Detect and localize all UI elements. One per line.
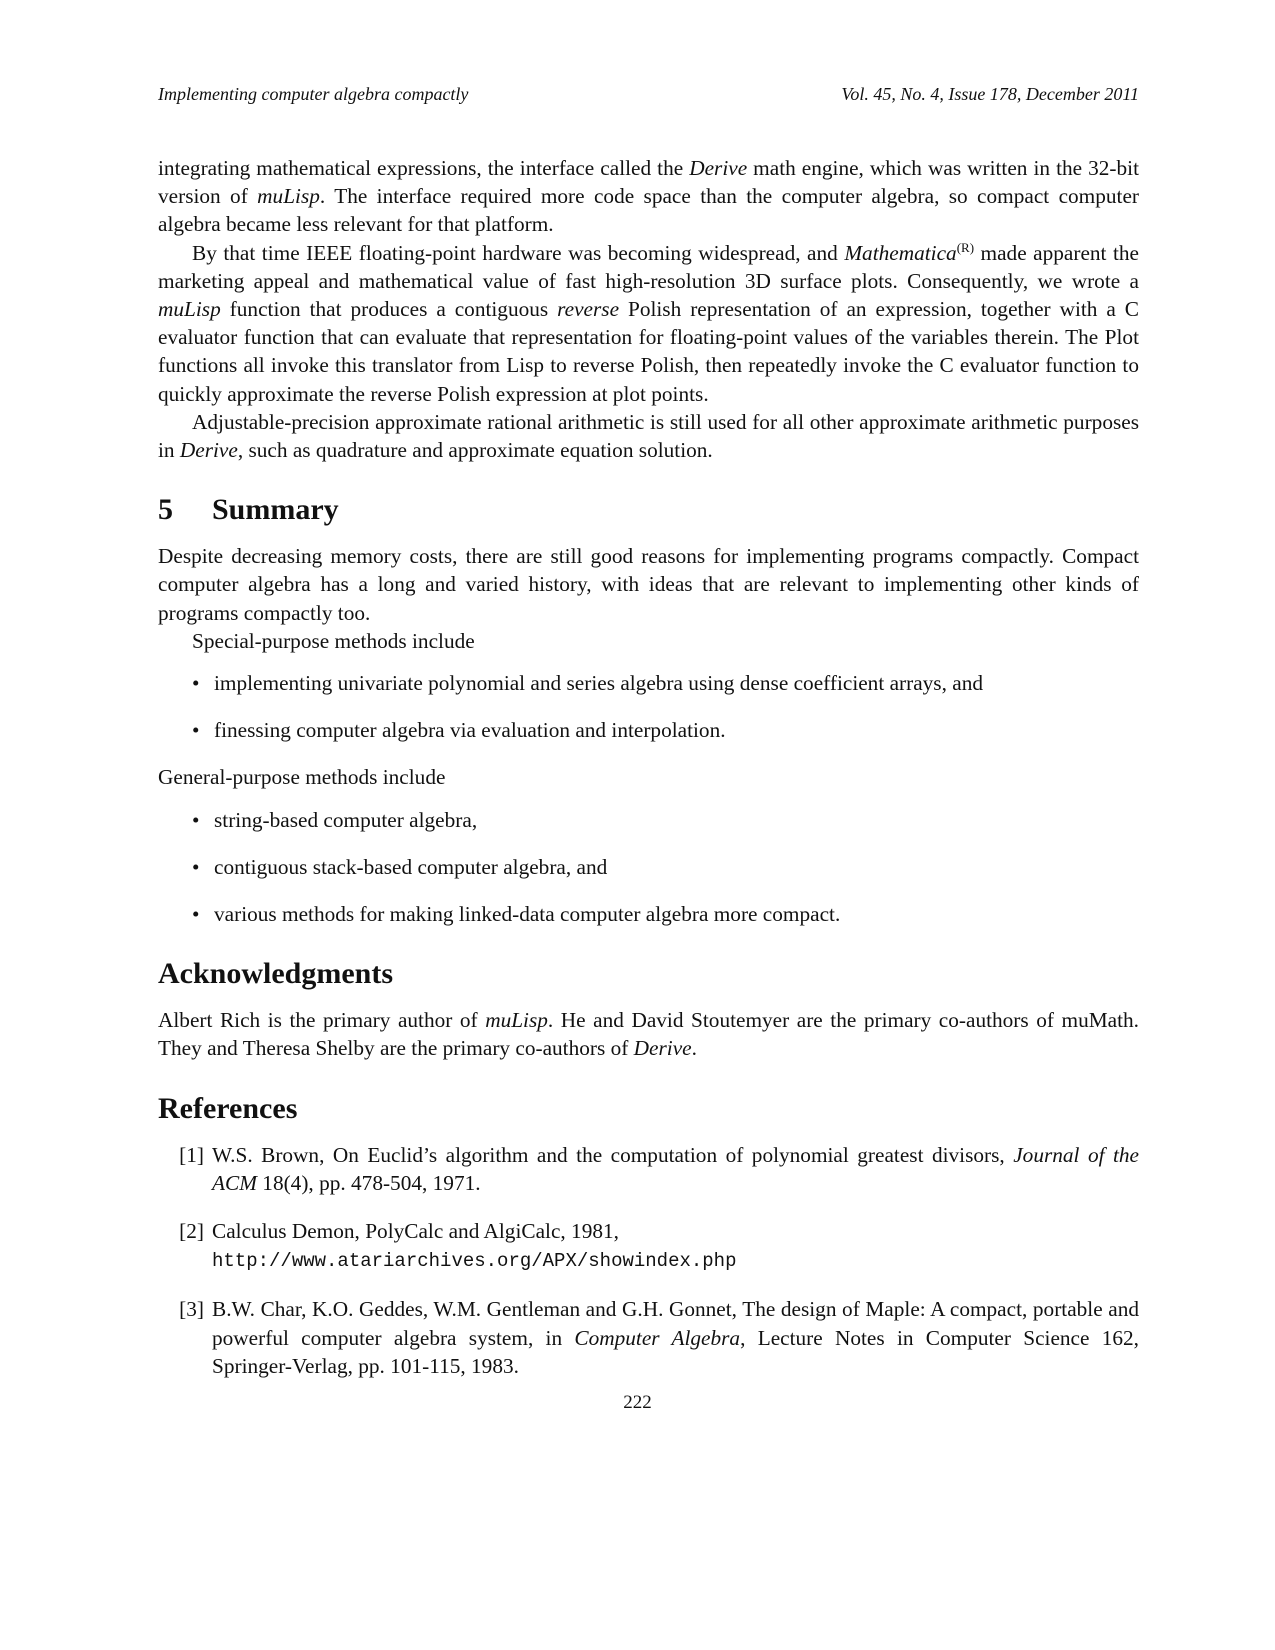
emphasis-derive: Derive: [689, 156, 748, 180]
text-run: integrating mathematical expressions, the interface called the: [158, 156, 690, 180]
emphasis-derive: Derive: [633, 1036, 692, 1061]
text-run: Polish representation of an expression, together with a C evaluator function that can evaluate that representation for floating-point values of the variables therein. The Plot functions all invoke this translator from Lisp to reverse Polish, then repeatedly invoke the C evaluator function to quickly approximate the reverse Polish expression at plot points.: [158, 297, 1140, 406]
emphasis-mulisp: muLisp: [158, 297, 221, 322]
text-run: , Lecture Notes in Computer Science 162, Springer-Verlag, pp. 101-115, 1983.: [212, 1325, 1140, 1378]
reference-label: [3]: [179, 1297, 204, 1322]
reference-label: [1]: [179, 1142, 204, 1167]
header-issue: Vol. 45, No. 4, Issue 178, December 2011: [841, 84, 1139, 104]
bullet-icon: •: [192, 902, 200, 927]
bullet-icon: •: [192, 854, 200, 879]
paragraph-rational-arithmetic: [158, 408, 1139, 464]
special-purpose-intro: Special-purpose methods include: [192, 628, 475, 653]
paragraph-summary: Despite decreasing memory costs, there are still good reasons for implementing programs compactly. Compact computer algebra has a long and varied history, with ideas that are relevant to implementing other kinds of programs compactly too.: [158, 544, 1139, 625]
reference-journal: Journal of the ACM: [212, 1142, 1139, 1195]
text-run: W.S. Brown, On Euclid’s algorithm and the computation of polynomial greatest divisors,: [212, 1142, 1014, 1167]
special-purpose-list: [158, 669, 1139, 744]
reference-text: [212, 1295, 1139, 1380]
text-run: . The interface required more code space than the computer algebra, so compact computer algebra became less relevant for that platform.: [158, 184, 1139, 237]
text-run: made apparent the marketing appeal and mathematical value of fast high-resolution 3D surface plots. Consequently, we wrote a: [158, 240, 1139, 293]
reference-text: [212, 1141, 1139, 1197]
emphasis-reverse: reverse: [557, 297, 620, 322]
reference-book-title: Computer Algebra: [574, 1325, 741, 1350]
bullet-icon: •: [192, 671, 200, 696]
text-run: .: [691, 1036, 697, 1061]
section-heading-acknowledgments: Acknowledgments: [158, 957, 394, 991]
list-item-text: various methods for making linked-data computer algebra more compact.: [214, 902, 841, 927]
emphasis-mulisp: muLisp: [257, 184, 320, 209]
reference-item: [158, 1217, 1139, 1275]
section-heading-references: References: [158, 1091, 298, 1125]
general-purpose-list: [158, 806, 1139, 929]
list-item: [192, 900, 1139, 928]
list-item-text: implementing univariate polynomial and series algebra using dense coefficient arrays, and: [214, 671, 983, 696]
section-title: Summary: [212, 493, 339, 527]
running-header: [158, 84, 1139, 105]
emphasis-mulisp: muLisp: [485, 1008, 548, 1033]
text-run: By that time IEEE floating-point hardware was becoming widespread, and: [192, 240, 845, 265]
list-item-text: string-based computer algebra,: [214, 807, 478, 832]
text-run: . He and David Stoutemyer are the primary co-authors of muMath. They and Theresa Shelby are the primary co-authors of: [158, 1008, 1139, 1061]
emphasis-derive: Derive: [179, 438, 238, 463]
reference-item: [158, 1295, 1139, 1380]
general-purpose-intro: General-purpose methods include: [158, 765, 446, 790]
page-number: 222: [623, 1392, 652, 1413]
registered-mark: (R): [956, 239, 975, 255]
header-title: Implementing computer algebra compactly: [158, 84, 469, 104]
paragraph-acknowledgments: [158, 1006, 1139, 1062]
list-item: [192, 716, 1139, 744]
list-item: [192, 853, 1139, 881]
emphasis-mathematica: Mathematica: [844, 240, 957, 265]
list-item-text: finessing computer algebra via evaluation and interpolation.: [214, 718, 726, 743]
reference-url-link[interactable]: http://www.atariarchives.org/APX/showindex.php: [212, 1250, 737, 1273]
list-item: [192, 669, 1139, 697]
page-body: [158, 154, 1139, 1400]
text-run: B.W. Char, K.O. Geddes, W.M. Gentleman and G.H. Gonnet, The design of Maple: A compact, portable and powerful computer algebra system, in: [212, 1297, 1139, 1350]
text-run: Albert Rich is the primary author of: [158, 1008, 486, 1033]
list-item-text: contiguous stack-based computer algebra, and: [214, 854, 608, 879]
text-run: function that produces a contiguous: [220, 297, 558, 322]
reference-text: [212, 1217, 1139, 1275]
paragraph-floating-point: [158, 239, 1139, 408]
reference-list: [158, 1141, 1139, 1380]
reference-label: [2]: [179, 1219, 204, 1244]
text-run: Adjustable-precision approximate rational arithmetic is still used for all other approximate arithmetic purposes in: [158, 409, 1139, 463]
list-item: [192, 806, 1139, 834]
paragraph-derive-interface: [158, 154, 1139, 239]
bullet-icon: •: [192, 718, 200, 743]
text-run: math engine, which was written in the 32-bit version of: [158, 156, 1139, 209]
text-run: 18(4), pp. 478-504, 1971.: [256, 1170, 481, 1195]
section-number: 5: [158, 493, 173, 527]
section-heading-summary: [158, 492, 1139, 528]
bullet-icon: •: [192, 807, 200, 832]
text-run: , such as quadrature and approximate equation solution.: [237, 438, 713, 463]
reference-item: [158, 1141, 1139, 1197]
text-run: Calculus Demon, PolyCalc and AlgiCalc, 1981,: [212, 1219, 619, 1244]
